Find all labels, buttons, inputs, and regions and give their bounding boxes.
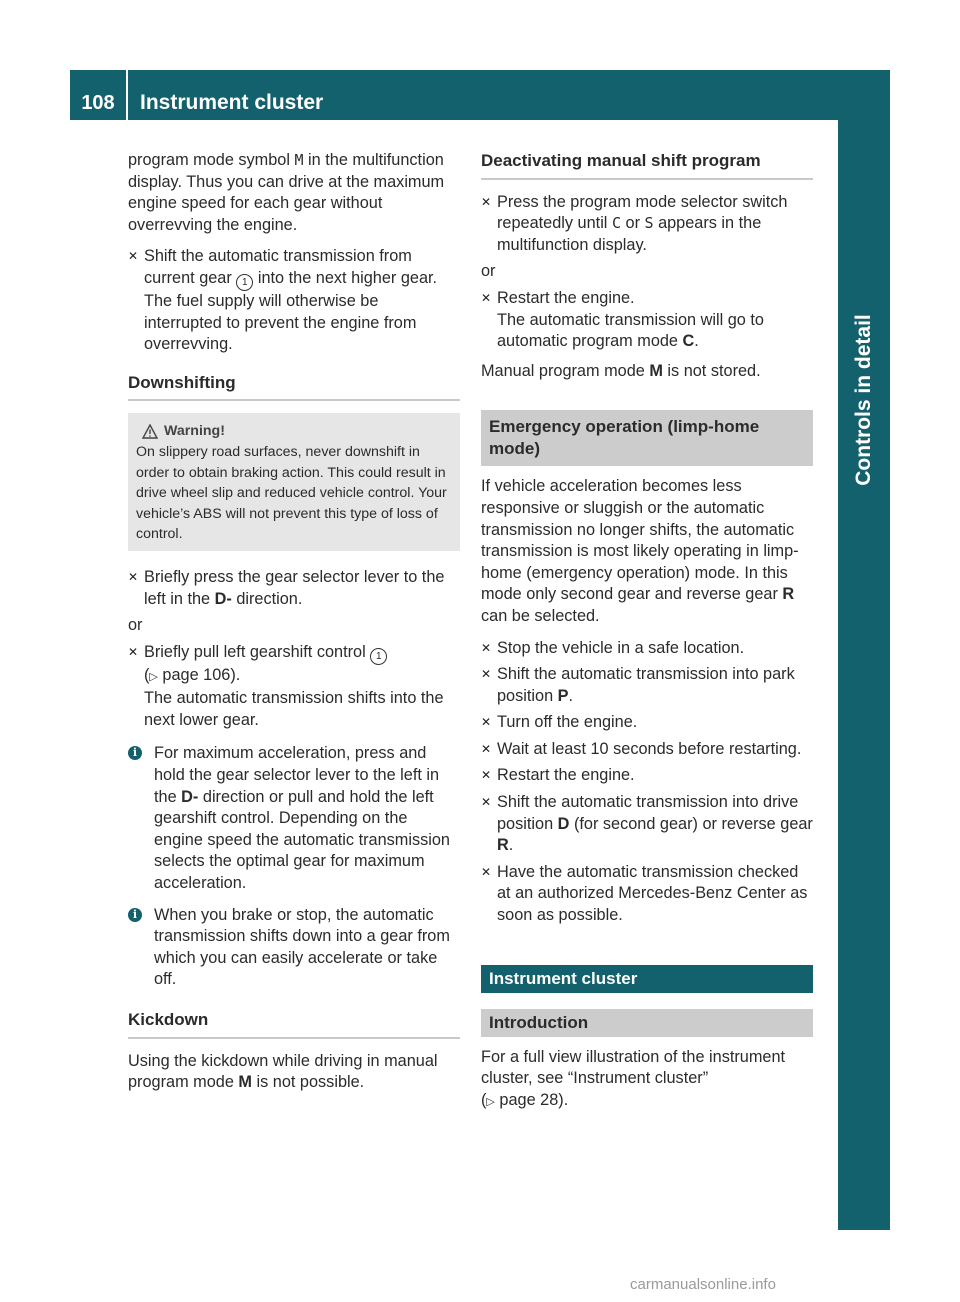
introduction-paragraph: For a full view illustration of the instrument cluster, see “Instrument cluster” (▷ page 28). <box>481 1047 786 1109</box>
step-restart: ✕ Restart the engine. The automatic transmission will go to automatic program mode C. <box>481 288 813 353</box>
page-reference[interactable]: (▷ page 106). <box>144 665 241 684</box>
header-separator <box>126 70 128 120</box>
side-bar <box>838 120 890 1230</box>
step-result: The automatic transmission shifts into the next lower gear. <box>144 689 444 729</box>
step-press-lever: ✕ Briefly press the gear selector lever to the left in the D- direction. <box>128 567 445 608</box>
page-title: Instrument cluster <box>140 91 324 114</box>
section-heading-downshifting: Downshifting <box>128 372 460 402</box>
step-arrow-icon: ✕ <box>481 864 492 879</box>
step-result: The automatic transmission will go to automatic program mode C. <box>497 310 764 351</box>
step-arrow-icon: ✕ <box>128 569 139 584</box>
side-label: Controls in detail <box>852 314 875 486</box>
step-arrow-icon: ✕ <box>481 667 492 682</box>
page-ref-arrow-icon: ▷ <box>149 670 158 683</box>
step-shift-drive: ✕ Shift the automatic transmission into drive position D (for second gear) or reverse gear R. <box>481 793 813 855</box>
step-arrow-icon: ✕ <box>128 249 139 264</box>
step-press-selector: ✕ Press the program mode selector switch repeatedly until C or S appears in the multifunction display. <box>481 192 788 254</box>
emergency-paragraph: If vehicle acceleration becomes less responsive or sluggish or the automatic transmission no longer shifts, the automatic transmission is most likely operating in limp-home (emergency operation) mode. In this mode only second gear and reverse gear R can be selected. <box>481 477 799 625</box>
page-reference[interactable]: (▷ page 28). <box>481 1090 569 1109</box>
intro-paragraph: program mode symbol M in the multifunction display. Thus you can drive at the maximum engine speed for each gear without overrevving the engine. <box>128 151 445 234</box>
step-arrow-icon: ✕ <box>481 194 492 209</box>
step-arrow-icon: ✕ <box>128 644 139 659</box>
step-arrow-icon: ✕ <box>481 715 492 730</box>
step-stop-vehicle: ✕ Stop the vehicle in a safe location. <box>481 638 813 660</box>
or-text: or <box>481 262 496 281</box>
section-heading-deactivating: Deactivating manual shift program <box>481 150 813 180</box>
section-heading-emergency: Emergency operation (limp-home mode) <box>481 410 813 466</box>
step-arrow-icon: ✕ <box>481 795 492 810</box>
mode-symbol-m: M <box>294 151 304 169</box>
step-arrow-icon: ✕ <box>481 768 492 783</box>
kickdown-paragraph: Using the kickdown while driving in manual program mode M is not possible. <box>128 1051 438 1092</box>
info-note: i For maximum acceleration, press and hold the gear selector lever to the left in the D- direction or pull and hold the left gearshift control. Depending on the engine speed the automatic transmission selects the optimal gear for maximum acceleration. <box>128 743 460 894</box>
step-arrow-icon: ✕ <box>481 640 492 655</box>
step-park: ✕ Shift the automatic transmission into park position P. <box>481 665 795 705</box>
step-have-checked: ✕ Have the automatic transmission checked at an authorized Mercedes-Benz Center as soon as possible. <box>481 862 808 925</box>
manual-mode-note: Manual program mode M is not stored. <box>481 361 761 380</box>
page-ref-arrow-icon: ▷ <box>486 1095 495 1108</box>
step-arrow-icon: ✕ <box>481 741 492 756</box>
section-heading-kickdown: Kickdown <box>128 1009 460 1039</box>
page-number: 108 <box>81 92 115 114</box>
step-arrow-icon: ✕ <box>481 290 492 305</box>
step-result: The fuel supply will otherwise be interrupted to prevent the engine from overrevving. <box>144 291 417 354</box>
warning-box <box>128 413 460 551</box>
watermark: carmanualsonline.info <box>630 1276 776 1293</box>
step-pull-control: ✕ Briefly pull left gearshift control 1 (▷ page 106). The automatic transmission shifts into the next lower gear. <box>128 642 460 732</box>
step-restart-engine: ✕ Restart the engine. <box>481 765 813 787</box>
left-column <box>128 150 460 1104</box>
mode-symbol-s: S <box>644 214 654 233</box>
right-column <box>481 150 813 1123</box>
or-text: or <box>128 616 143 635</box>
callout-1-icon: 1 <box>236 274 253 291</box>
step-shift-up: ✕ Shift the automatic transmission from current gear 1 into the next higher gear. The fuel supply will otherwise be interrupted to prevent the engine from overrevving. <box>128 246 460 355</box>
info-icon: i <box>128 746 142 760</box>
section-heading-introduction: Introduction <box>481 1009 813 1037</box>
step-turn-off: ✕ Turn off the engine. <box>481 712 813 734</box>
info-note: i When you brake or stop, the automatic transmission shifts down into a gear from which you can easily accelerate or take off. <box>128 905 460 991</box>
info-icon: i <box>128 908 142 922</box>
section-heading-instrument-cluster: Instrument cluster <box>481 965 813 993</box>
step-wait: ✕ Wait at least 10 seconds before restarting. <box>481 739 813 761</box>
mode-symbol-c: C <box>611 214 621 233</box>
warning-icon <box>142 424 158 439</box>
warning-title: Warning! <box>142 421 452 442</box>
warning-text: On slippery road surfaces, never downshift in order to obtain braking action. This could result in drive wheel slip and reduced vehicle control. Your vehicle’s ABS will not prevent this type of loss of control. <box>136 443 447 543</box>
callout-1-icon: 1 <box>370 648 387 665</box>
